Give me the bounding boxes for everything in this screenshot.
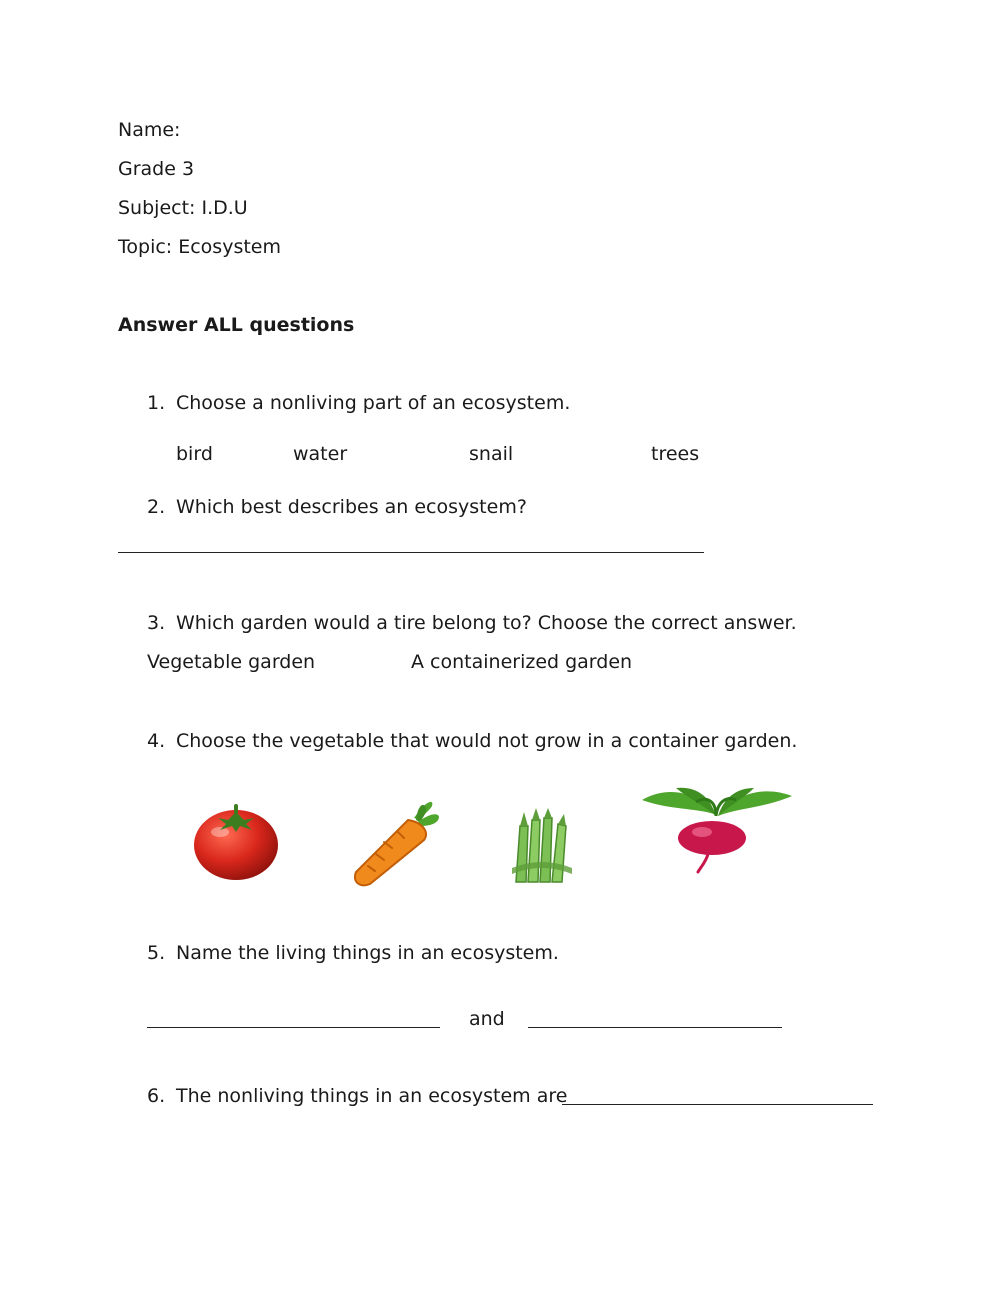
- question-5-text: Name the living things in an ecosystem.: [176, 942, 559, 964]
- q1-option-bird[interactable]: bird: [176, 443, 213, 465]
- question-6-text: The nonliving things in an ecosystem are: [176, 1085, 568, 1107]
- q2-answer-line[interactable]: [118, 552, 704, 553]
- question-5-number: 5.: [147, 942, 166, 964]
- q6-answer-line[interactable]: [562, 1104, 873, 1105]
- subject-label: Subject: I.D.U: [118, 197, 248, 219]
- topic-label: Topic: Ecosystem: [118, 236, 281, 258]
- question-6-number: 6.: [147, 1085, 166, 1107]
- question-2-number: 2.: [147, 496, 166, 518]
- question-4-text: Choose the vegetable that would not grow in a container garden.: [176, 730, 798, 752]
- q1-option-snail[interactable]: snail: [469, 443, 514, 465]
- q5-connector: and: [469, 1008, 505, 1030]
- asparagus-icon[interactable]: [502, 808, 582, 884]
- question-4-number: 4.: [147, 730, 166, 752]
- question-1-number: 1.: [147, 392, 166, 414]
- question-3-text: Which garden would a tire belong to? Choose the correct answer.: [176, 612, 797, 634]
- question-2-text: Which best describes an ecosystem?: [176, 496, 527, 518]
- q3-option-vegetable-garden[interactable]: Vegetable garden: [147, 651, 316, 673]
- q1-option-trees[interactable]: trees: [651, 443, 700, 465]
- question-1-text: Choose a nonliving part of an ecosystem.: [176, 392, 571, 414]
- question-3-number: 3.: [147, 612, 166, 634]
- grade-label: Grade 3: [118, 158, 195, 180]
- q5-answer-line-1[interactable]: [147, 1027, 440, 1028]
- q3-option-containerized-garden[interactable]: A containerized garden: [411, 651, 633, 673]
- q1-option-water[interactable]: water: [293, 443, 348, 465]
- instruction-heading: Answer ALL questions: [118, 314, 355, 336]
- name-label: Name:: [118, 119, 181, 141]
- tomato-icon[interactable]: [190, 800, 282, 882]
- radish-icon[interactable]: [636, 786, 798, 876]
- carrot-icon[interactable]: [348, 796, 444, 888]
- q5-answer-line-2[interactable]: [528, 1027, 782, 1028]
